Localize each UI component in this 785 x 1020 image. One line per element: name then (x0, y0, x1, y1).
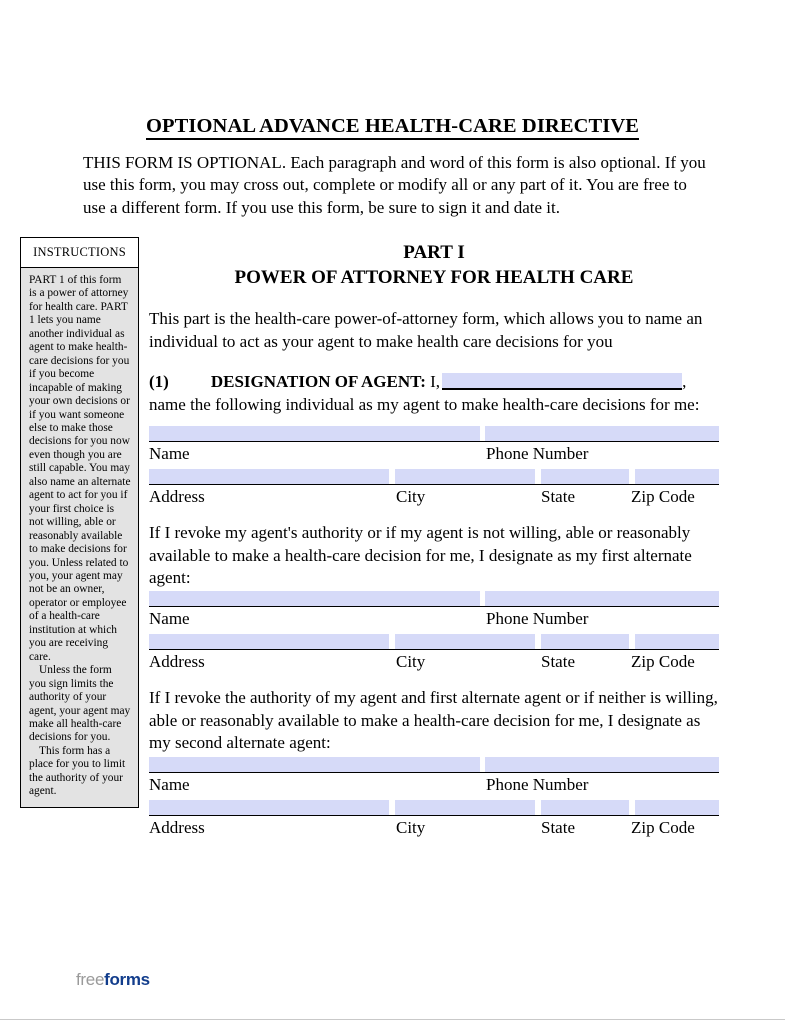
label-zip: Zip Code (631, 487, 695, 507)
first-alternate-phone-input[interactable] (485, 591, 719, 606)
agent-name-phone-row (149, 424, 719, 442)
label-address: Address (149, 652, 205, 672)
second-alternate-address-row (149, 798, 719, 816)
first-alternate-address-input[interactable] (149, 634, 389, 649)
first-alternate-name-phone-row (149, 589, 719, 607)
instructions-box (20, 237, 139, 808)
second-alternate-paragraph: If I revoke the authority of my agent and first alternate agent or if neither is willing, able or reasonably available to make a health-care decision for me, I designate as my second alternate agent: (149, 688, 718, 753)
part-intro-paragraph: This part is the health-care power-of-attorney form, which allows you to name an individual to act as your agent to make health care decisions for you (149, 309, 703, 351)
first-alternate-name-phone-labels (149, 607, 719, 632)
first-alternate-name-input[interactable] (149, 591, 480, 606)
second-alternate-field-group (149, 755, 719, 841)
instructions-body (21, 268, 138, 807)
label-zip: Zip Code (631, 817, 695, 837)
agent-state-input[interactable] (541, 469, 629, 484)
form-intro-paragraph: THIS FORM IS OPTIONAL. Each paragraph and word of this form is also optional. If you use this form, you may cross out, complete or modify all or any part of it. You are free to use a different form. If you use this form, be sure to sign it and date it. (83, 153, 706, 217)
first-alternate-paragraph: If I revoke my agent's authority or if my agent is not willing, able or reasonably available to make a health-care decision for me, I designate as my first alternate agent: (149, 523, 692, 587)
logo-text-free: free (76, 970, 105, 989)
label-state: State (541, 817, 575, 837)
label-state: State (541, 652, 575, 672)
page-title (0, 115, 785, 138)
label-zip: Zip Code (631, 652, 695, 672)
agent-name-phone-labels (149, 442, 719, 467)
label-phone: Phone Number (486, 609, 589, 629)
second-alternate-address-input[interactable] (149, 800, 389, 815)
instructions-paragraph-2: Unless the form you sign limits the authority of your agent, your agent may make all health-care decisions for you. (29, 664, 131, 744)
freeforms-logo[interactable] (76, 970, 150, 990)
first-alternate-address-labels (149, 650, 719, 675)
second-alternate-phone-input[interactable] (485, 757, 719, 772)
second-alternate-zip-input[interactable] (635, 800, 719, 815)
agent-field-group (149, 424, 719, 510)
second-alternate-name-input[interactable] (149, 757, 480, 772)
principal-name-input[interactable] (442, 373, 682, 390)
label-name: Name (149, 609, 190, 629)
agent-address-input[interactable] (149, 469, 389, 484)
first-alternate-city-input[interactable] (395, 634, 535, 649)
label-state: State (541, 487, 575, 507)
first-alternate-state-input[interactable] (541, 634, 629, 649)
designation-number: (1) (149, 372, 169, 392)
logo-text-forms: forms (104, 970, 150, 989)
label-name: Name (149, 444, 190, 464)
agent-address-row (149, 467, 719, 485)
label-city: City (396, 817, 426, 837)
designation-label: DESIGNATION OF AGENT: (210, 372, 426, 392)
designation-comma: , (682, 372, 687, 392)
designation-continuation: name the following individual as my agent to make health-care decisions for me: (149, 394, 700, 414)
label-phone: Phone Number (486, 444, 589, 464)
label-name: Name (149, 774, 190, 794)
agent-address-labels (149, 485, 719, 510)
label-city: City (396, 487, 426, 507)
label-address: Address (149, 487, 205, 507)
part-title: POWER OF ATTORNEY FOR HEALTH CARE (234, 266, 634, 288)
second-alternate-state-input[interactable] (541, 800, 629, 815)
second-alternate-city-input[interactable] (395, 800, 535, 815)
first-alternate-address-row (149, 632, 719, 650)
first-alternate-field-group (149, 589, 719, 675)
instructions-header: INSTRUCTIONS (21, 238, 138, 268)
label-phone: Phone Number (486, 774, 589, 794)
label-address: Address (149, 817, 205, 837)
first-alternate-zip-input[interactable] (635, 634, 719, 649)
agent-name-input[interactable] (149, 426, 480, 441)
agent-city-input[interactable] (395, 469, 535, 484)
designation-of-agent-row (149, 371, 719, 393)
instructions-paragraph-3: This form has a place for you to limit the authority of your agent. (29, 744, 126, 798)
part-heading (149, 237, 719, 290)
main-content (149, 237, 719, 841)
agent-zip-input[interactable] (635, 469, 719, 484)
label-city: City (396, 652, 426, 672)
second-alternate-address-labels (149, 816, 719, 841)
instructions-paragraph-1: PART 1 of this form is a power of attorney for health care. PART 1 lets you name another individual as agent to make health-care decisions for you if you become incapable of making your own decisions or if you want someone else to make those decisions for you now even though you are still capable. You may also name an alternate agent to act for you if your first choice is not willing, able or reasonably available to make decisions for you. Unless related to you, your agent may not be an owner, operator or employee of a health-care institution at which you are receiving care. (29, 274, 131, 663)
part-number-label: PART I (403, 242, 465, 263)
page-title-text: OPTIONAL ADVANCE HEALTH-CARE DIRECTIVE (146, 115, 639, 140)
second-alternate-name-phone-labels (149, 773, 719, 798)
agent-phone-input[interactable] (485, 426, 719, 441)
designation-lead-in: I, (430, 372, 441, 392)
second-alternate-name-phone-row (149, 755, 719, 773)
